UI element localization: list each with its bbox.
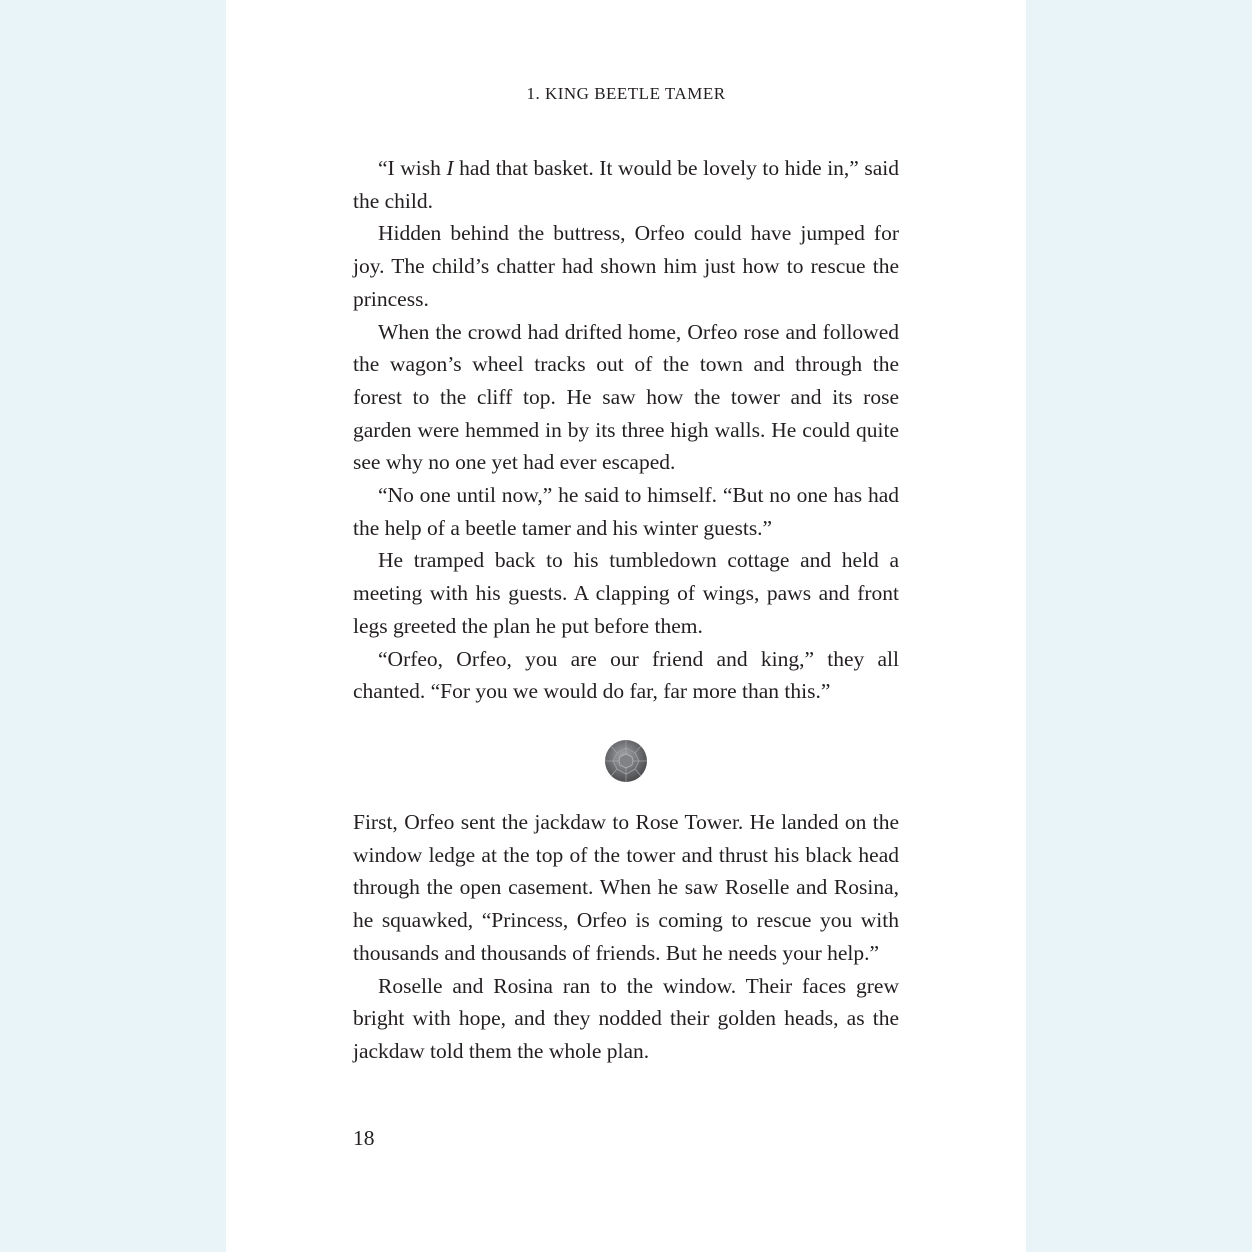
- paragraph: Hidden behind the buttress, Orfeo could have jumped for joy. The child’s chatter had shown him just how to rescue the princess.: [353, 221, 899, 311]
- page-number: 18: [353, 1126, 375, 1150]
- paragraph: He tramped back to his tumbledown cottage and held a meeting with his guests. A clapping of wings, paws and front legs greeted the plan he put before them.: [353, 548, 899, 638]
- paragraph: “No one until now,” he said to himself. “But no one has had the help of a beetle tamer and his winter guests.”: [353, 483, 899, 540]
- book-page: [226, 0, 1026, 1252]
- paragraph: “I wish I had that basket. It would be lovely to hide in,” said the child.: [353, 156, 899, 213]
- paragraph: Roselle and Rosina ran to the window. Their faces grew bright with hope, and they nodded their golden heads, as the jackdaw told them the whole plan.: [353, 973, 899, 1063]
- section-1-text: [353, 152, 899, 708]
- paragraph: When the crowd had drifted home, Orfeo rose and followed the wagon’s wheel tracks out of the town and through the forest to the cliff top. He saw how the tower and its rose garden were hemmed in by its three high walls. He could quite see why no one yet had ever escaped.: [353, 319, 899, 475]
- paragraph: First, Orfeo sent the jackdaw to Rose Tower. He landed on the window ledge at the top of the tower and thrust his black head through the open casement. When he saw Roselle and Rosina, he squawked, “Princess, Orfeo is coming to rescue you with thousands and thousands of friends. But he needs your help.”: [353, 810, 899, 965]
- gem-ornament-icon: [604, 739, 648, 783]
- section-2-text: [353, 806, 899, 1068]
- paragraph: “Orfeo, Orfeo, you are our friend and king,” they all chanted. “For you we would do far, far more than this.”: [353, 646, 899, 704]
- running-head: 1. KING BEETLE TAMER: [526, 84, 726, 103]
- emphasis: I: [446, 156, 454, 180]
